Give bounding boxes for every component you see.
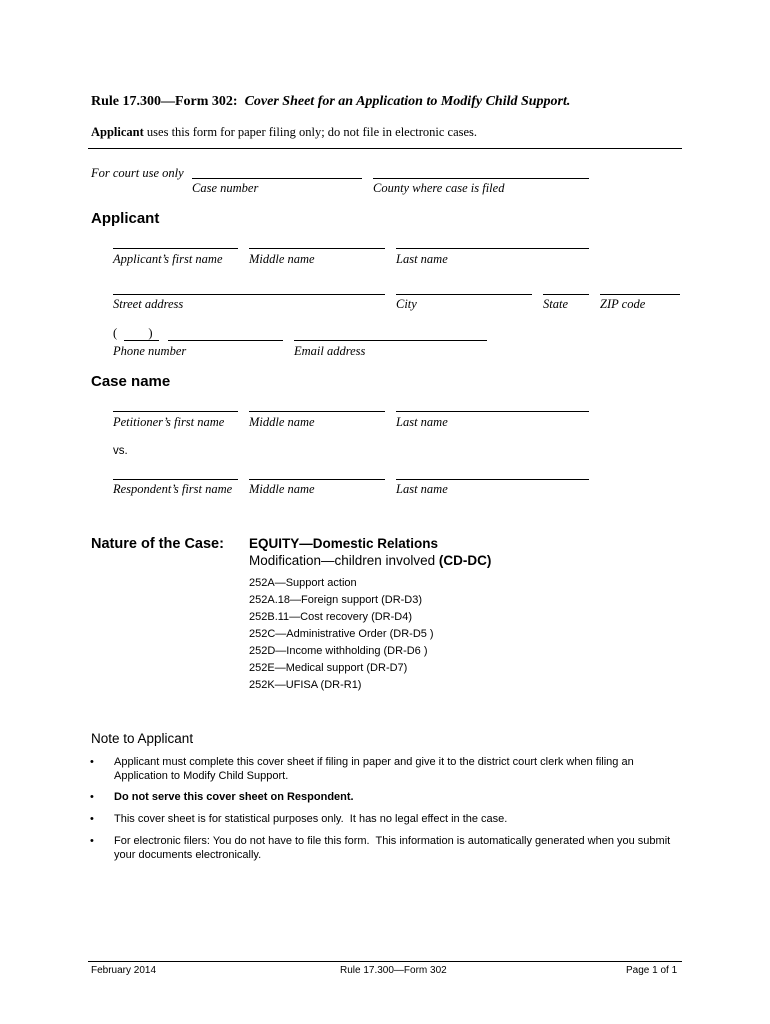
state-field[interactable] (543, 294, 589, 295)
petitioner-first-name-label: Petitioner’s first name (113, 415, 225, 429)
county-label: County where case is filed (373, 181, 505, 195)
case-code-item: 252A—Support action (249, 577, 357, 589)
applicant-first-name-field[interactable] (113, 248, 238, 249)
bullet-icon: • (90, 813, 94, 825)
case-code-item: 252A.18—Foreign support (DR-D3) (249, 594, 423, 606)
bullet-icon: • (90, 756, 94, 768)
note-item: For electronic filers: You do not have to file this form. This information is automatically generated when you submit your documents electronically. (114, 835, 674, 861)
applicant-last-name-label: Last name (396, 252, 448, 266)
respondent-middle-name-label: Middle name (249, 482, 315, 496)
bullet-icon: • (90, 835, 94, 847)
petitioner-middle-name-label: Middle name (249, 415, 315, 429)
respondent-first-name-field[interactable] (113, 479, 238, 480)
applicant-word: Applicant (91, 125, 144, 139)
respondent-last-name-label: Last name (396, 482, 448, 496)
area-code-parens: ( ) (113, 326, 153, 340)
form-title-text: Cover Sheet for an Application to Modify Child Support. (244, 94, 571, 109)
zip-code-label: ZIP code (600, 297, 646, 311)
applicant-heading: Applicant (91, 210, 160, 227)
phone-number-label: Phone number (113, 344, 187, 358)
case-code-item: 252D—Income withholding (DR-D6 ) (249, 645, 428, 657)
note-heading: Note to Applicant (91, 731, 194, 746)
case-code-item: 252C—Administrative Order (DR-D5 ) (249, 628, 434, 640)
area-code-field[interactable] (124, 340, 159, 341)
footer-form-name: Rule 17.300—Form 302 (340, 965, 447, 976)
case-subcategory (249, 553, 491, 568)
city-label: City (396, 297, 417, 311)
bullet-icon: • (90, 791, 94, 803)
respondent-middle-name-field[interactable] (249, 479, 385, 480)
note-item: This cover sheet is for statistical purposes only. It has no legal effect in the case. (114, 813, 508, 825)
form-rule-number: Rule 17.300—Form 302: (91, 94, 238, 109)
instruction-text: uses this form for paper filing only; do not file in electronic cases. (146, 125, 478, 139)
case-number-field[interactable] (192, 178, 362, 179)
nature-heading: Nature of the Case: (91, 536, 224, 552)
versus-label: vs. (113, 445, 128, 457)
form-title (91, 94, 570, 110)
zip-code-field[interactable] (600, 294, 680, 295)
footer-divider (88, 961, 682, 962)
state-label: State (543, 297, 568, 311)
footer-page-number: Page 1 of 1 (626, 965, 678, 976)
applicant-last-name-field[interactable] (396, 248, 589, 249)
case-code-item: 252E—Medical support (DR-D7) (249, 662, 408, 674)
city-field[interactable] (396, 294, 532, 295)
applicant-middle-name-field[interactable] (249, 248, 385, 249)
case-number-label: Case number (192, 181, 259, 195)
petitioner-first-name-field[interactable] (113, 411, 238, 412)
subcategory-code: (CD-DC) (438, 553, 492, 568)
note-item: Applicant must complete this cover sheet if filing in paper and give it to the district court clerk when filing an Application to Modify Child Support. (114, 756, 634, 782)
email-address-label: Email address (294, 344, 366, 358)
phone-number-field[interactable] (168, 340, 283, 341)
header-divider (88, 148, 682, 149)
court-use-label: For court use only (91, 166, 184, 180)
footer-date: February 2014 (91, 965, 157, 976)
note-item: Do not serve this cover sheet on Respondent. (114, 791, 354, 803)
applicant-middle-name-label: Middle name (249, 252, 315, 266)
petitioner-last-name-label: Last name (396, 415, 448, 429)
respondent-first-name-label: Respondent’s first name (113, 482, 233, 496)
respondent-last-name-field[interactable] (396, 479, 589, 480)
case-name-heading: Case name (91, 373, 171, 390)
county-field[interactable] (373, 178, 589, 179)
street-address-field[interactable] (113, 294, 385, 295)
subcategory-text: Modification—children involved (249, 553, 436, 568)
email-address-field[interactable] (294, 340, 487, 341)
case-category: EQUITY—Domestic Relations (249, 536, 439, 551)
petitioner-middle-name-field[interactable] (249, 411, 385, 412)
case-code-item: 252K—UFISA (DR-R1) (249, 679, 362, 691)
street-address-label: Street address (113, 297, 184, 311)
applicant-first-name-label: Applicant’s first name (113, 252, 223, 266)
filing-instruction (91, 125, 477, 140)
case-code-item: 252B.11—Cost recovery (DR-D4) (249, 611, 413, 623)
petitioner-last-name-field[interactable] (396, 411, 589, 412)
